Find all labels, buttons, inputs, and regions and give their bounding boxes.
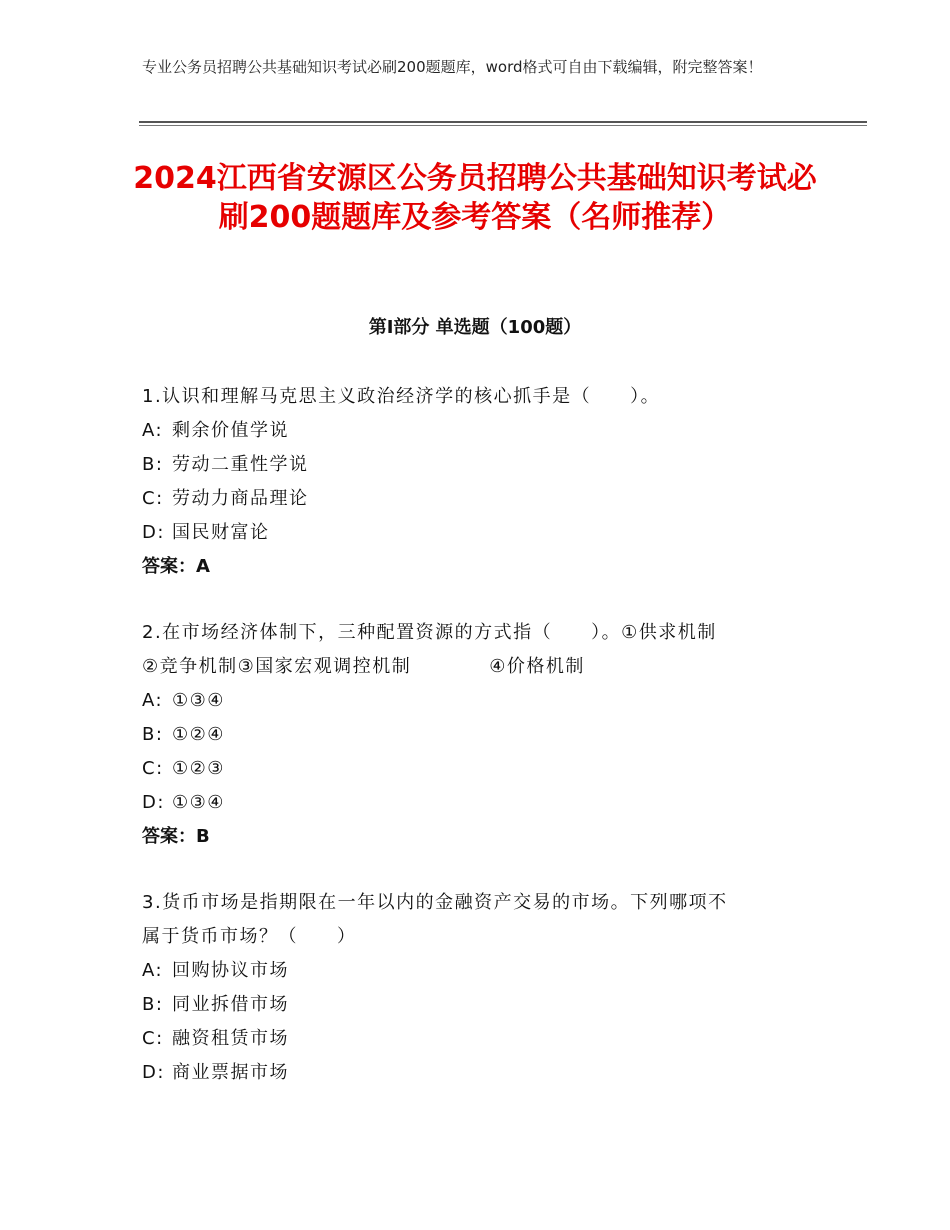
option-label: B: [142, 724, 164, 745]
option-label: D: [142, 1062, 165, 1083]
option-a [142, 414, 802, 448]
question-2 [142, 616, 802, 854]
option-label: D: [142, 792, 165, 813]
question-stem-continued: 属于货币市场？（ ） [142, 926, 357, 947]
option-text: 剩余价值学说 [172, 420, 289, 441]
option-c [142, 1022, 802, 1056]
option-b [142, 448, 802, 482]
header-note: 专业公务员招聘公共基础知识考试必刷200题题库，word格式可自由下载编辑，附完整答案！ [142, 58, 763, 76]
question-stem: 3.货币市场是指期限在一年以内的金融资产交易的市场。下列哪项不 [142, 892, 728, 913]
answer-line: 答案：B [142, 826, 210, 847]
question-3 [142, 886, 802, 1090]
question-stem: 2.在市场经济体制下，三种配置资源的方式指（ ）。①供求机制 [142, 622, 717, 643]
option-text: ①②③ [172, 758, 225, 779]
option-label: C: [142, 488, 164, 509]
option-c [142, 752, 802, 786]
option-text: 同业拆借市场 [172, 994, 289, 1015]
option-text: ①②④ [172, 724, 225, 745]
option-text: 劳动二重性学说 [172, 454, 309, 475]
option-a [142, 954, 802, 988]
question-stem: 1.认识和理解马克思主义政治经济学的核心抓手是（ ）。 [142, 386, 661, 407]
option-label: A: [142, 960, 164, 981]
option-d [142, 516, 802, 550]
option-label: D: [142, 522, 165, 543]
option-text: 融资租赁市场 [172, 1028, 289, 1049]
option-text: 商业票据市场 [172, 1062, 289, 1083]
option-text: 回购协议市场 [172, 960, 289, 981]
option-a [142, 684, 802, 718]
option-label: A: [142, 420, 164, 441]
header-rule-thin [139, 125, 867, 126]
answer-line: 答案：A [142, 556, 210, 577]
option-text: ①③④ [172, 690, 225, 711]
header-rule-thick [139, 121, 867, 123]
option-text: 国民财富论 [172, 522, 270, 543]
option-b [142, 988, 802, 1022]
option-d [142, 1056, 802, 1090]
option-label: B: [142, 994, 164, 1015]
option-b [142, 718, 802, 752]
question-stem-continued: ②竞争机制③国家宏观调控机制 ④价格机制 [142, 656, 585, 677]
option-d [142, 786, 802, 820]
option-label: C: [142, 1028, 164, 1049]
option-label: C: [142, 758, 164, 779]
option-c [142, 482, 802, 516]
option-label: A: [142, 690, 164, 711]
option-text: 劳动力商品理论 [172, 488, 309, 509]
option-text: ①③④ [172, 792, 225, 813]
document-title: 2024江西省安源区公务员招聘公共基础知识考试必刷200题题库及参考答案（名师推荐） [133, 161, 817, 235]
question-list [142, 380, 802, 1122]
question-1 [142, 380, 802, 584]
section-title: 第Ⅰ部分 单选题（100题） [368, 317, 582, 338]
option-label: B: [142, 454, 164, 475]
